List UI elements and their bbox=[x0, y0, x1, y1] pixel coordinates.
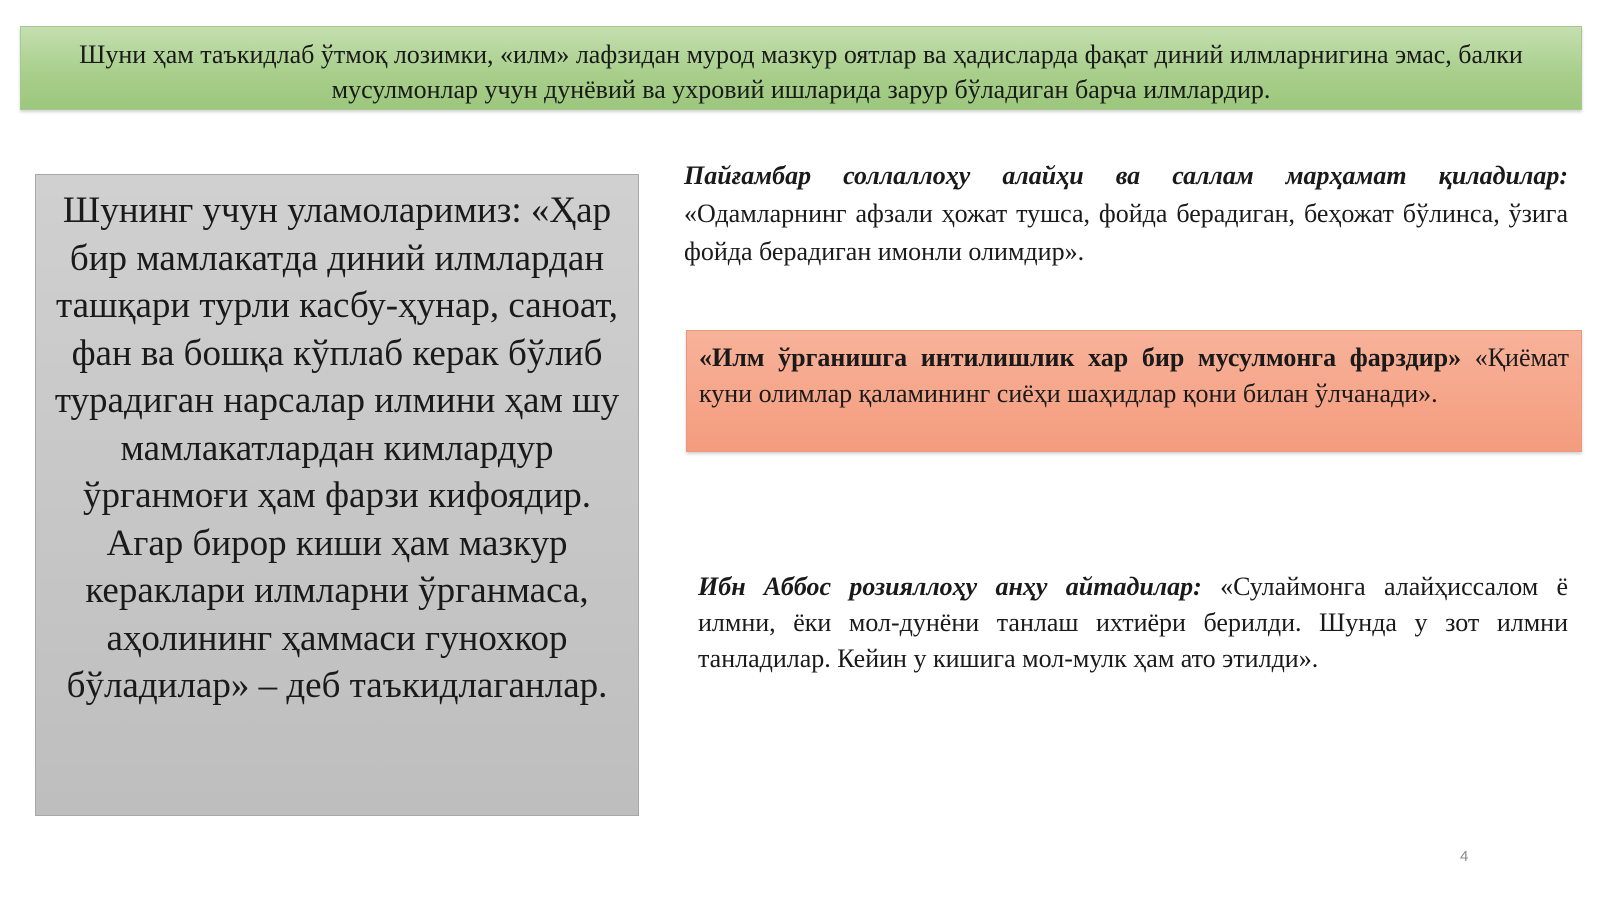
top-banner bbox=[20, 26, 1582, 110]
page-number: 4 bbox=[1460, 848, 1469, 865]
prophet-hadith-quote bbox=[684, 157, 1568, 271]
ibn-abbos-quote bbox=[698, 569, 1568, 677]
prophet-hadith-body: «Одамларнинг афзали ҳожат тушса, фойда берадиган, беҳожат бўлинса, ўзига фойда берадиган имонли олимдир». bbox=[684, 199, 1568, 266]
scholars-statement-text: Шунинг учун уламоларимиз: «Ҳар бир мамлакатда диний илмлардан ташқари турли касбу-ҳунар, саноат, фан ва бошқа кўплаб керак бўлиб турадиган нарсалар илмини ҳам шу мамлакатлардан кимлардур ўрганмоғи ҳам фарзи кифоядир. Агар бирор киши ҳам мазкур кераклари илмларни ўрганмаса, аҳолининг ҳаммаси гунохкор бўладилар» – деб таъкидлаганлар. bbox=[54, 190, 620, 706]
knowledge-obligation-lead: «Илм ўрганишга интилишлик хар бир мусулмонга фарздир» bbox=[699, 343, 1462, 372]
ibn-abbos-body: «Сулаймонга алайҳиссалом ё илмни, ёки мол-дунёни танлаш ихтиёри берилди. Шунда у зот илмни танладилар. Кейин у кишига мол-мулк ҳам ато этилди». bbox=[698, 572, 1568, 673]
top-banner-text: Шуни ҳам таъкидлаб ўтмоқ лозимки, «илм» лафзидан мурод мазкур оятлар ва ҳадисларда фақат диний илмларнигина эмас, балки мусулмонлар учун дунёвий ва ухровий ишларида зарур бўладиган барча илмлардир. bbox=[79, 40, 1523, 104]
prophet-hadith-lead: Пайғамбар соллаллоҳу алайҳи ва саллам марҳамат қиладилар: bbox=[684, 161, 1568, 190]
knowledge-obligation-box bbox=[686, 330, 1582, 452]
scholars-statement-box bbox=[35, 174, 639, 816]
ibn-abbos-lead: Ибн Аббос розияллоҳу анҳу айтадилар: bbox=[698, 572, 1202, 601]
knowledge-obligation-body: «Қиёмат куни олимлар қаламининг сиёҳи шаҳидлар қони билан ўлчанади». bbox=[699, 343, 1569, 408]
